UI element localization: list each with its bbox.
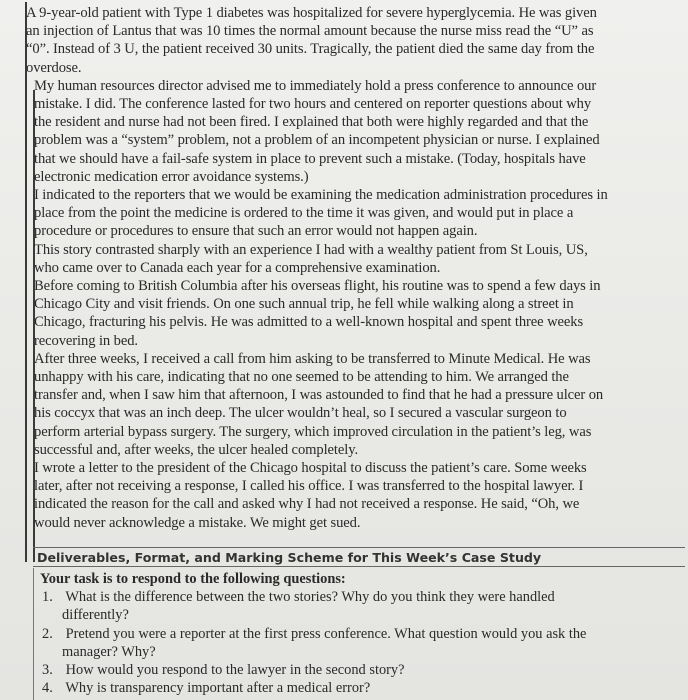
story-paragraph-6: [26, 350, 688, 459]
case-story: [26, 4, 688, 532]
text-line: A 9-year-old patient with Type 1 diabetes was hospitalized for severe hyperglycemia. He was given: [26, 5, 597, 21]
story-paragraph-3: [26, 186, 688, 241]
deliverables-heading: Deliverables, Format, and Marking Scheme for This Week’s Case Study: [33, 547, 685, 567]
text-line: Before coming to British Columbia after his overseas flight, his routine was to spend a few days in: [34, 278, 601, 295]
text-line: mistake. I did. The conference lasted for two hours and centered on reporter questions about why: [34, 96, 592, 113]
text-line: an injection of Lantus that was 10 times the normal amount because the nurse miss read the “U” as: [26, 23, 594, 40]
task-section: [33, 568, 685, 700]
text-line: recovering in bed.: [34, 332, 138, 349]
question-text: What is the difference between the two stories? Why do you think they were handled: [65, 589, 555, 606]
text-line: My human resources director advised me to immediately hold a press conference to announce our: [34, 77, 597, 94]
text-line: that we should have a fail-safe system in place to prevent such a mistake. (Today, hospitals have: [34, 150, 586, 167]
text-line: I indicated to the reporters that we would be examining the medication administration procedures in: [34, 187, 608, 204]
text-line: place from the point the medicine is ordered to the time it was given, and would put in place a: [34, 205, 574, 222]
text-line: perform arterial bypass surgery. The surgery, which improved circulation in the patient’s leg, was: [34, 423, 592, 440]
story-paragraph-5: [26, 277, 688, 350]
text-line: Chicago, fracturing his pelvis. He was admitted to a well-known hospital and spent three weeks: [34, 314, 584, 331]
item-number: 1.: [42, 589, 53, 606]
story-paragraph-4: [26, 241, 688, 277]
story-paragraph-7: [26, 459, 688, 532]
text-line: overdose.: [26, 59, 82, 76]
story-paragraph-1: [26, 4, 688, 77]
text-line: later, after not receiving a response, I called his office. I was transferred to the hospital lawyer. I: [34, 478, 584, 495]
text-line: would never acknowledge a mistake. We might get sued.: [34, 514, 361, 531]
text-line: Chicago City and visit friends. On one such annual trip, he fell while walking along a street in: [34, 296, 574, 313]
question-list: [40, 588, 685, 697]
text-line: who came over to Canada each year for a comprehensive examination.: [34, 259, 441, 276]
question-text: Pretend you were a reporter at the first press conference. What question would you ask the: [65, 625, 587, 642]
text-line: After three weeks, I received a call from him asking to be transferred to Minute Medical. He was: [34, 350, 591, 367]
list-item: [42, 679, 685, 697]
text-line: the resident and nurse had not been fired. I explained that both were highly regarded and that the: [34, 114, 589, 131]
text-line: “0”. Instead of 3 U, the patient received 30 units. Tragically, the patient died the same day from the: [26, 41, 595, 58]
text-line: successful and, after weeks, the ulcer healed completely.: [34, 441, 358, 458]
item-number: 2.: [42, 625, 53, 642]
question-text-cont: manager? Why?: [62, 643, 156, 660]
task-heading: Your task is to respond to the following questions:: [40, 571, 346, 587]
list-item: [42, 588, 685, 624]
item-number: 4.: [42, 680, 53, 697]
question-text: How would you respond to the lawyer in the second story?: [65, 662, 405, 679]
text-line: I wrote a letter to the president of the Chicago hospital to discuss the patient’s care. Some weeks: [34, 460, 587, 477]
story-paragraph-2: [26, 77, 688, 186]
text-line: his coccyx that was an inch deep. The ulcer wouldn’t heal, so I secured a vascular surgeon to: [34, 405, 567, 422]
item-number: 3.: [42, 662, 53, 679]
list-item: [42, 625, 685, 661]
text-line: unhappy with his care, indicating that no one seemed to be attending to him. We arranged the: [34, 369, 569, 386]
question-text-cont: differently?: [62, 607, 129, 624]
text-line: electronic medication error avoidance systems.): [34, 168, 309, 185]
text-line: procedure or procedures to ensure that such an error would not happen again.: [34, 223, 478, 240]
text-line: This story contrasted sharply with an experience I had with a wealthy patient from St Louis, US,: [34, 241, 588, 258]
text-line: transfer and, when I saw him that afternoon, I was astounded to find that he had a pressure ulcer on: [34, 387, 604, 404]
list-item: [42, 661, 685, 679]
question-text: Why is transparency important after a medical error?: [65, 680, 371, 697]
text-line: indicated the reason for the call and asked why I had not received a response. He said, “Oh, we: [34, 496, 580, 513]
text-line: problem was a “system” problem, not a problem of an incompetent physician or nurse. I explained: [34, 132, 600, 149]
